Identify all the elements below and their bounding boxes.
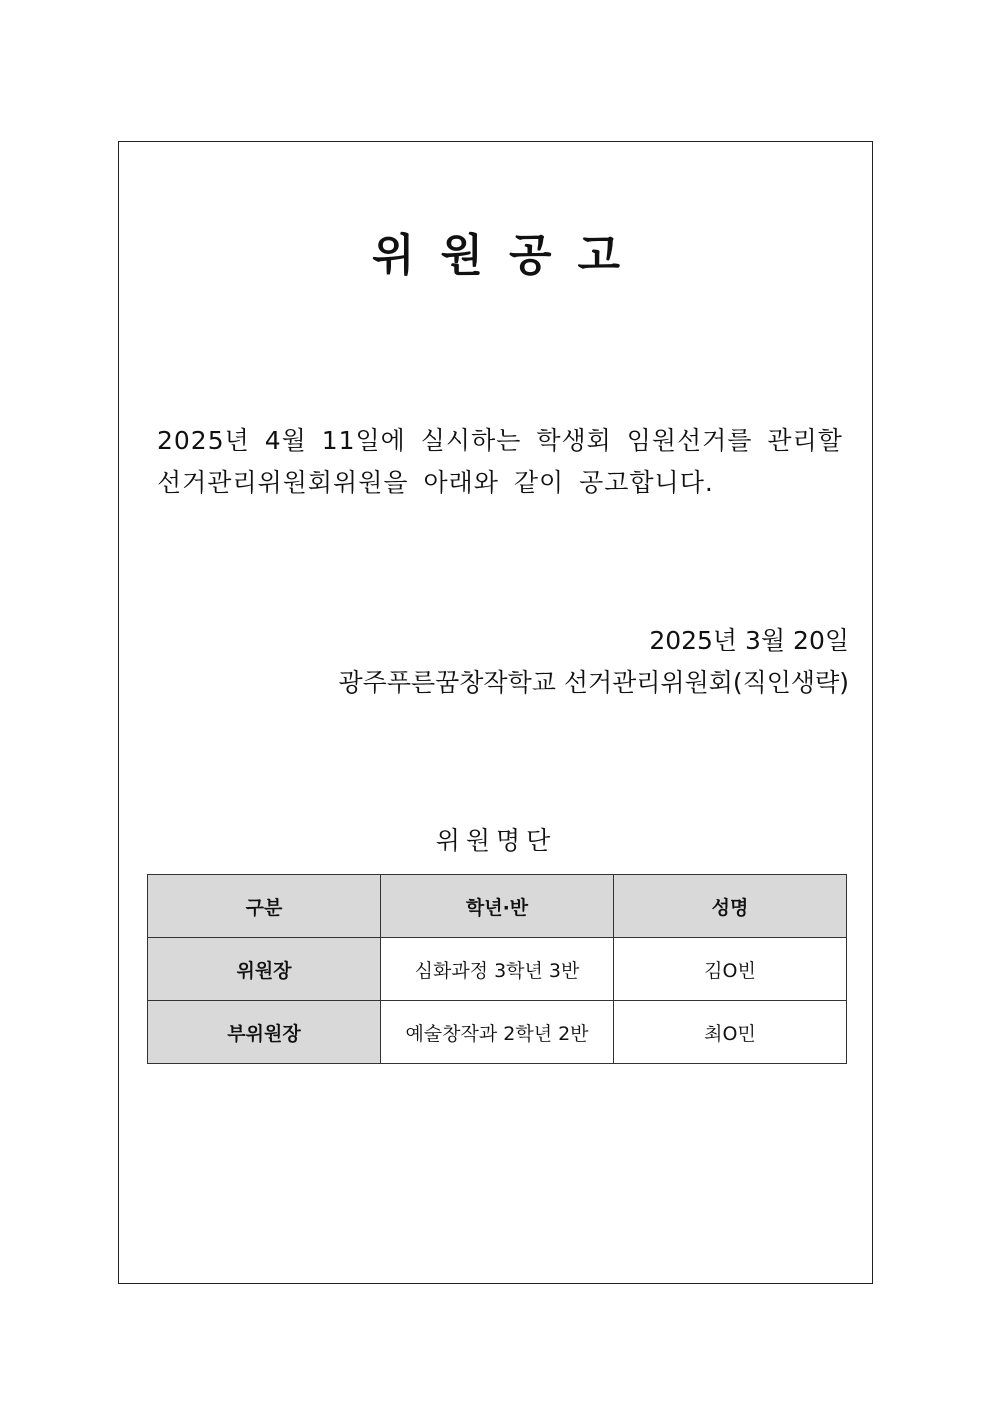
document-title: 위원공고 bbox=[371, 230, 646, 281]
row-class: 심화과정 3학년 3반 bbox=[381, 938, 614, 1001]
row-role: 위원장 bbox=[148, 938, 381, 1001]
announcement-date: 2025년 3월 20일 bbox=[649, 626, 849, 655]
roster-table bbox=[147, 874, 847, 1064]
document-frame bbox=[118, 141, 873, 1284]
table-row bbox=[148, 1001, 847, 1064]
table-row bbox=[148, 938, 847, 1001]
signature-block bbox=[339, 620, 849, 704]
row-name: 김O빈 bbox=[614, 938, 847, 1001]
header-class: 학년·반 bbox=[381, 875, 614, 938]
row-class: 예술창작과 2학년 2반 bbox=[381, 1001, 614, 1064]
header-role: 구분 bbox=[148, 875, 381, 938]
header-name: 성명 bbox=[614, 875, 847, 938]
row-role: 부위원장 bbox=[148, 1001, 381, 1064]
announcement-line-1: 2025년 4월 11일에 실시하는 학생회 임원선거를 관리할 bbox=[157, 426, 843, 455]
row-name: 최O민 bbox=[614, 1001, 847, 1064]
announcement-line-2: 선거관리위원회위원을 아래와 같이 공고합니다. bbox=[157, 468, 714, 497]
roster-caption: 위원명단 bbox=[435, 826, 557, 855]
roster-header-row bbox=[148, 875, 847, 938]
issuer-name: 광주푸른꿈창작학교 선거관리위원회(직인생략) bbox=[338, 668, 849, 697]
announcement-body bbox=[157, 420, 851, 504]
